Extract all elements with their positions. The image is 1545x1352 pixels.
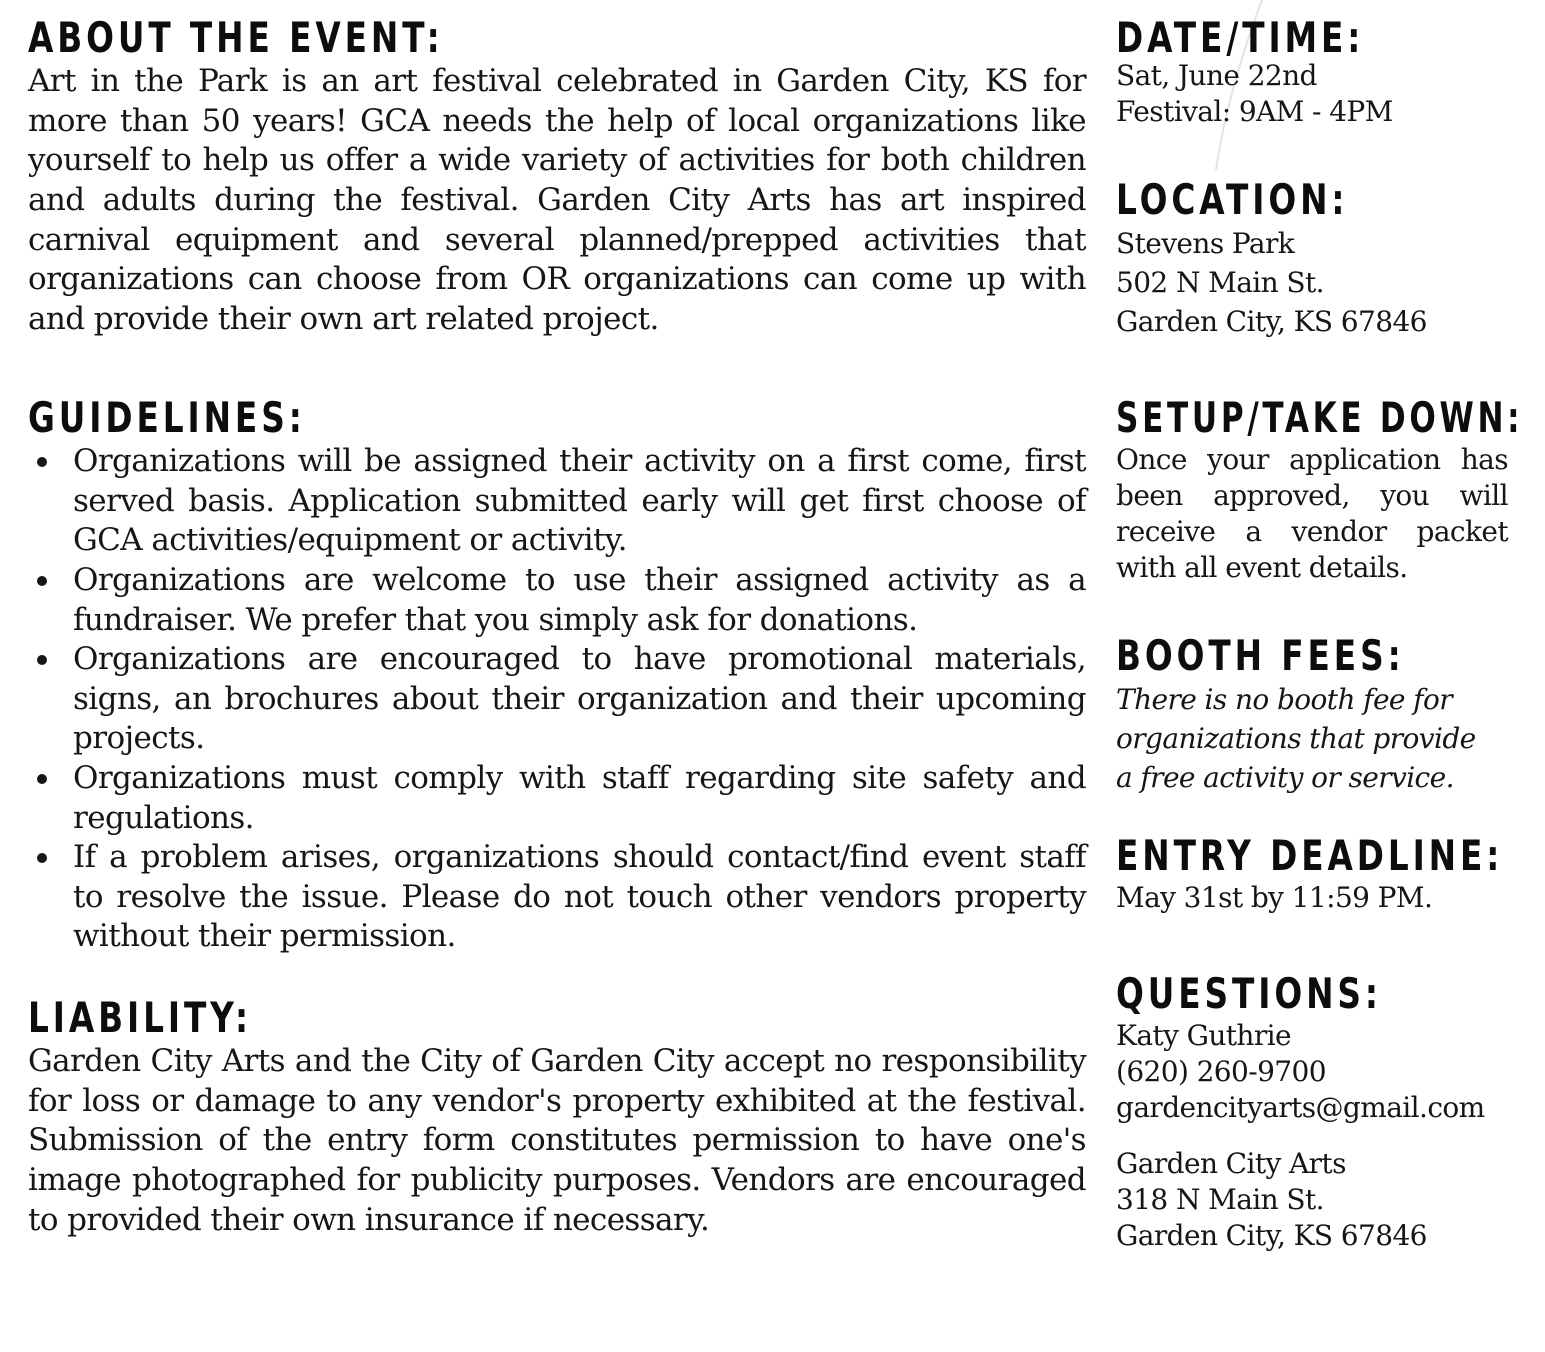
about-section bbox=[28, 14, 1086, 394]
liability-text: Garden City Arts and the City of Garden City accept no responsibility for loss or damage to any vendor's property exhibited at the festival. Submission of the entry form constitutes permission to have one's image photographed for publicity purposes. Vendors are encouraged to provided their own insurance if necessary. bbox=[28, 1043, 1086, 1238]
guideline-text: Organizations are welcome to use their assigned activity as a fundraiser. We prefer that you simply ask for donations. bbox=[73, 562, 1086, 638]
org-street: 318 N Main St. bbox=[1116, 1183, 1324, 1217]
booth-fees-section bbox=[1116, 632, 1521, 832]
booth-fees-heading: BOOTH FEES: bbox=[1116, 631, 1405, 680]
datetime-text bbox=[1116, 58, 1521, 130]
location-section bbox=[1116, 176, 1521, 394]
questions-address bbox=[1116, 1146, 1521, 1254]
bullet-icon bbox=[37, 457, 47, 467]
setup-heading: SETUP/TAKE DOWN: bbox=[1116, 393, 1524, 442]
questions-heading: QUESTIONS: bbox=[1116, 969, 1382, 1018]
guideline-text: Organizations must comply with staff regarding site safety and regulations. bbox=[73, 760, 1086, 836]
guideline-text: Organizations are encouraged to have promotional materials, signs, an brochures about their organization and their upcoming projects. bbox=[73, 641, 1086, 757]
list-item bbox=[73, 561, 1086, 640]
location-text bbox=[1116, 224, 1521, 341]
org-city: Garden City, KS 67846 bbox=[1116, 1219, 1427, 1253]
contact-name: Katy Guthrie bbox=[1116, 1019, 1291, 1053]
list-item bbox=[73, 640, 1086, 759]
event-date: Sat, June 22nd bbox=[1116, 59, 1317, 93]
about-text: Art in the Park is an art festival celebrated in Garden City, KS for more than 50 years! GCA needs the help of local organizations like yourself to help us offer a wide variety of activities for both children and adults during the festival. Garden City Arts has art inspired carnival equipment and several planned/prepped activities that organizations can choose from OR organizations can come up with and provide their own art related project. bbox=[28, 63, 1086, 337]
right-column bbox=[1116, 13, 1524, 1254]
event-hours: Festival: 9AM - 4PM bbox=[1116, 95, 1393, 129]
deadline-section bbox=[1116, 832, 1521, 970]
booth-fees-text: There is no booth fee for organizations that provide a free activity or service. bbox=[1116, 683, 1476, 795]
setup-section bbox=[1116, 393, 1524, 632]
guidelines-list bbox=[28, 442, 1086, 957]
bullet-icon bbox=[37, 853, 47, 863]
contact-email[interactable]: gardencityarts@gmail.com bbox=[1116, 1091, 1485, 1125]
datetime-section bbox=[1116, 14, 1521, 176]
left-column bbox=[28, 14, 1086, 1240]
bullet-icon bbox=[37, 576, 47, 586]
location-city: Garden City, KS 67846 bbox=[1116, 305, 1427, 339]
questions-contact bbox=[1116, 1018, 1521, 1126]
location-street: 502 N Main St. bbox=[1116, 266, 1324, 300]
deadline-heading: ENTRY DEADLINE: bbox=[1116, 831, 1504, 880]
setup-text: Once your application has been approved, you will receive a vendor packet with all event details. bbox=[1116, 443, 1508, 585]
list-item bbox=[73, 759, 1086, 838]
list-item bbox=[73, 442, 1086, 561]
guidelines-heading: GUIDELINES: bbox=[28, 393, 306, 442]
guideline-text: Organizations will be assigned their activity on a first come, first served basis. Application submitted early will get first choose of GCA activities/equipment or activity. bbox=[73, 443, 1086, 559]
contact-phone: (620) 260-9700 bbox=[1116, 1055, 1326, 1089]
deadline-text: May 31st by 11:59 PM. bbox=[1116, 881, 1433, 915]
liability-section bbox=[28, 994, 1086, 1240]
questions-section bbox=[1116, 970, 1521, 1254]
location-heading: LOCATION: bbox=[1116, 175, 1349, 224]
list-item bbox=[73, 838, 1086, 957]
guidelines-section bbox=[28, 394, 1086, 994]
liability-heading: LIABILITY: bbox=[28, 993, 252, 1042]
bullet-icon bbox=[37, 655, 47, 665]
bullet-icon bbox=[37, 774, 47, 784]
guideline-text: If a problem arises, organizations should contact/find event staff to resolve the issue. Please do not touch other vendors property without their permission. bbox=[73, 839, 1086, 955]
org-name: Garden City Arts bbox=[1116, 1147, 1346, 1181]
location-name: Stevens Park bbox=[1116, 227, 1295, 261]
about-heading: ABOUT THE EVENT: bbox=[28, 13, 444, 62]
datetime-heading: DATE/TIME: bbox=[1116, 13, 1365, 62]
